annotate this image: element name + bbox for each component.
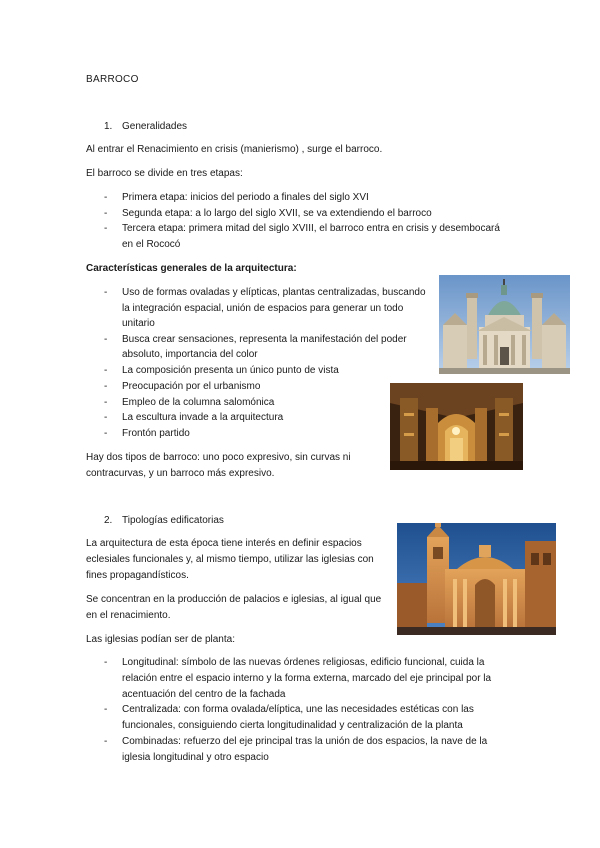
section-number: 1. bbox=[104, 121, 113, 132]
list-item: Frontón partido bbox=[122, 428, 190, 439]
list-item: Primera etapa: inicios del periodo a finales del siglo XVI bbox=[122, 192, 369, 203]
bullet-dash: - bbox=[104, 365, 108, 376]
bullet-dash: - bbox=[104, 428, 108, 439]
bullet-dash: - bbox=[104, 704, 108, 715]
paragraph-continuation: contracurvas, y un barroco más expresivo. bbox=[86, 468, 275, 479]
bullet-dash: - bbox=[104, 657, 108, 668]
list-item-continuation: en el Rococó bbox=[122, 239, 181, 250]
list-item: Longitudinal: símbolo de las nuevas órdenes religiosas, edificio funcional, cuida la bbox=[122, 657, 485, 668]
bullet-dash: - bbox=[104, 334, 108, 345]
bullet-dash: - bbox=[104, 736, 108, 747]
bullet-dash: - bbox=[104, 397, 108, 408]
paragraph-continuation: fines propagandísticos. bbox=[86, 570, 189, 581]
bullet-dash: - bbox=[104, 192, 108, 203]
paragraph-continuation: en el renacimiento. bbox=[86, 610, 171, 621]
list-item: Busca crear sensaciones, representa la manifestación del poder bbox=[122, 334, 407, 345]
list-item-continuation: unitario bbox=[122, 318, 155, 329]
list-item-continuation: funcionales, consiguiendo cierta longitudinalidad y centralización de la planta bbox=[122, 720, 463, 731]
paragraph: La arquitectura de esta época tiene interés en definir espacios bbox=[86, 538, 362, 549]
cathedral-facade-image bbox=[397, 523, 556, 635]
section-number: 2. bbox=[104, 515, 113, 526]
paragraph: Hay dos tipos de barroco: uno poco expresivo, sin curvas ni bbox=[86, 452, 351, 463]
list-item: Combinadas: refuerzo del eje principal tras la unión de dos espacios, la nave de la bbox=[122, 736, 488, 747]
list-item: Preocupación por el urbanismo bbox=[122, 381, 261, 392]
church-interior-image bbox=[390, 383, 523, 470]
list-item-continuation: iglesia longitudinal y otro espacio bbox=[122, 752, 269, 763]
bullet-dash: - bbox=[104, 223, 108, 234]
list-item: Empleo de la columna salomónica bbox=[122, 397, 275, 408]
list-item: Centralizada: con forma ovalada/elíptica, une las necesidades estéticas con las bbox=[122, 704, 474, 715]
paragraph: Se concentran en la producción de palacios e iglesias, al igual que bbox=[86, 594, 382, 605]
paragraph: Al entrar el Renacimiento en crisis (manierismo) , surge el barroco. bbox=[86, 144, 383, 155]
list-item-continuation: acentuación del centro de la fachada bbox=[122, 689, 286, 700]
section-heading: Tipologías edificatorias bbox=[122, 515, 224, 526]
list-item-continuation: absoluto, importancia del color bbox=[122, 349, 258, 360]
bullet-dash: - bbox=[104, 208, 108, 219]
list-item: La composición presenta un único punto de vista bbox=[122, 365, 339, 376]
page-title: BARROCO bbox=[86, 74, 139, 85]
list-item-continuation: relación entre el espacio interno y la forma externa, marcado del eje principal por la bbox=[122, 673, 492, 684]
list-item: Uso de formas ovaladas y elípticas, plantas centralizadas, buscando bbox=[122, 287, 426, 298]
bullet-dash: - bbox=[104, 412, 108, 423]
list-item: La escultura invade a la arquitectura bbox=[122, 412, 284, 423]
paragraph: El barroco se divide en tres etapas: bbox=[86, 168, 243, 179]
list-item: Segunda etapa: a lo largo del siglo XVII, se va extendiendo el barroco bbox=[122, 208, 432, 219]
church-exterior-image bbox=[439, 275, 570, 374]
subheading: Características generales de la arquitectura: bbox=[86, 263, 297, 274]
paragraph: Las iglesias podían ser de planta: bbox=[86, 634, 235, 645]
bullet-dash: - bbox=[104, 381, 108, 392]
section-heading: Generalidades bbox=[122, 121, 188, 132]
list-item: Tercera etapa: primera mitad del siglo XVIII, el barroco entra en crisis y desembocará bbox=[122, 223, 500, 234]
bullet-dash: - bbox=[104, 287, 108, 298]
paragraph-continuation: eclesiales funcionales y, al mismo tiempo, utilizar las iglesias con bbox=[86, 554, 374, 565]
list-item-continuation: la integración espacial, unión de espacios para generar un todo bbox=[122, 303, 404, 314]
